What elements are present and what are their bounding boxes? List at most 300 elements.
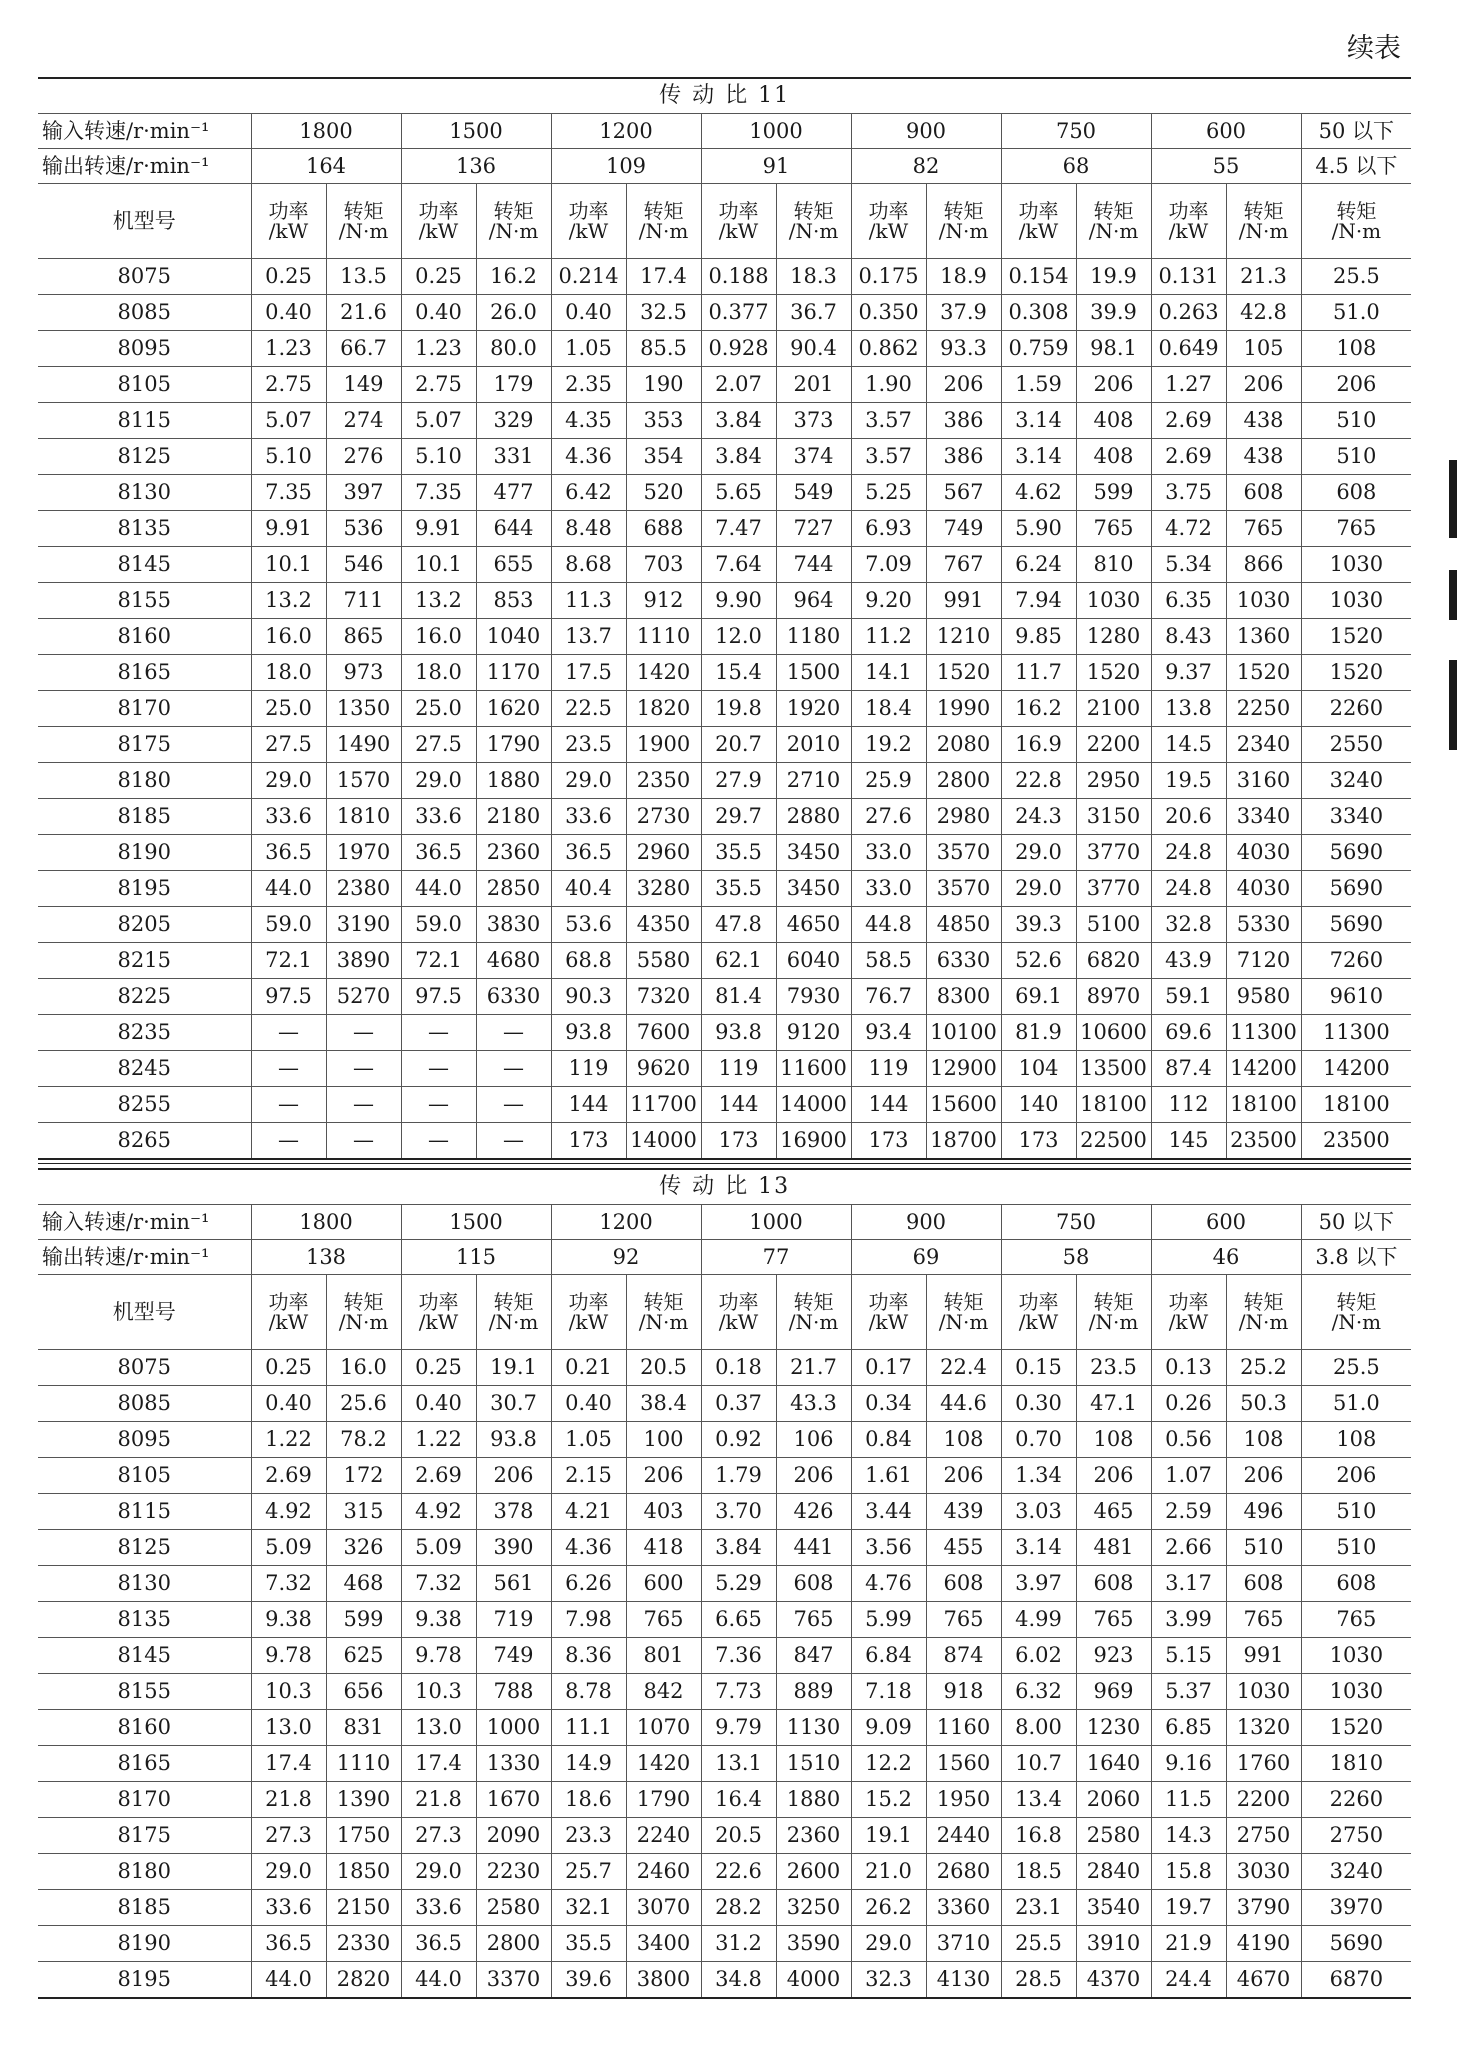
table-row (38, 295, 1411, 331)
value-cell: 21.9 (1151, 1926, 1226, 1962)
value-cell: 599 (1076, 475, 1151, 511)
value-cell: 81.4 (701, 979, 776, 1015)
value-cell: 0.17 (851, 1350, 926, 1386)
value-cell: 969 (1076, 1674, 1151, 1710)
input-speed-cell: 1000 (701, 1205, 851, 1240)
value-cell: 149 (326, 367, 401, 403)
value-cell: 27.5 (251, 727, 326, 763)
value-cell: 2330 (326, 1926, 401, 1962)
value-cell: 510 (1301, 403, 1411, 439)
value-cell: 9.91 (251, 511, 326, 547)
value-cell: 36.5 (251, 835, 326, 871)
value-cell: 1520 (1301, 655, 1411, 691)
torque-unit-header: 转矩 /N·m (926, 1275, 1001, 1350)
value-cell: 8.68 (551, 547, 626, 583)
value-cell: 2060 (1076, 1782, 1151, 1818)
value-cell: 1030 (1301, 547, 1411, 583)
value-cell: 1520 (1301, 619, 1411, 655)
value-cell: 711 (326, 583, 401, 619)
value-cell: 1490 (326, 727, 401, 763)
value-cell: 3800 (626, 1962, 701, 1999)
value-cell: 32.5 (626, 295, 701, 331)
value-cell: 21.0 (851, 1854, 926, 1890)
value-cell: 438 (1226, 439, 1301, 475)
value-cell: 1420 (626, 655, 701, 691)
ratio-13-table (38, 1168, 1411, 1999)
value-cell: 331 (476, 439, 551, 475)
input-speed-cell: 600 (1151, 1205, 1301, 1240)
value-cell: 4350 (626, 907, 701, 943)
value-cell: 408 (1076, 439, 1151, 475)
value-cell: 9.37 (1151, 655, 1226, 691)
value-cell: 2360 (776, 1818, 851, 1854)
power-unit-header: 功率 /kW (251, 1275, 326, 1350)
value-cell: 3.57 (851, 439, 926, 475)
value-cell: 32.3 (851, 1962, 926, 1999)
value-cell: 76.7 (851, 979, 926, 1015)
value-cell: 16900 (776, 1123, 851, 1160)
value-cell: 1880 (476, 763, 551, 799)
value-cell: 0.350 (851, 295, 926, 331)
model-cell: 8155 (38, 1674, 251, 1710)
input-speed-cell: 600 (1151, 114, 1301, 149)
value-cell: 8300 (926, 979, 1001, 1015)
value-cell: 23500 (1226, 1123, 1301, 1160)
value-cell: 145 (1151, 1123, 1226, 1160)
value-cell: 5580 (626, 943, 701, 979)
value-cell: 29.0 (401, 763, 476, 799)
value-cell: 29.0 (401, 1854, 476, 1890)
model-cell: 8190 (38, 1926, 251, 1962)
value-cell: 44.6 (926, 1386, 1001, 1422)
value-cell: 1070 (626, 1710, 701, 1746)
value-cell: 520 (626, 475, 701, 511)
output-speed-cell: 3.8 以下 (1301, 1240, 1411, 1275)
power-unit-header: 功率 /kW (1001, 184, 1076, 259)
model-label: 机型号 (38, 1275, 251, 1350)
output-speed-row (38, 149, 1411, 184)
value-cell: 2.75 (401, 367, 476, 403)
model-cell: 8180 (38, 763, 251, 799)
table-row (38, 1566, 1411, 1602)
value-cell: 69.1 (1001, 979, 1076, 1015)
value-cell: 0.131 (1151, 259, 1226, 295)
value-cell: 274 (326, 403, 401, 439)
power-unit-header: 功率 /kW (851, 184, 926, 259)
value-cell: 201 (776, 367, 851, 403)
value-cell: 5330 (1226, 907, 1301, 943)
value-cell: 2580 (476, 1890, 551, 1926)
table-row (38, 403, 1411, 439)
value-cell: 7930 (776, 979, 851, 1015)
value-cell: 1230 (1076, 1710, 1151, 1746)
value-cell: 744 (776, 547, 851, 583)
table-row (38, 547, 1411, 583)
value-cell: 0.84 (851, 1422, 926, 1458)
value-cell: 16.9 (1001, 727, 1076, 763)
value-cell: — (401, 1051, 476, 1087)
value-cell: — (251, 1015, 326, 1051)
value-cell: 2600 (776, 1854, 851, 1890)
value-cell: 4030 (1226, 835, 1301, 871)
value-cell: 9.78 (401, 1638, 476, 1674)
value-cell: 2460 (626, 1854, 701, 1890)
value-cell: 93.8 (551, 1015, 626, 1051)
value-cell: 33.6 (551, 799, 626, 835)
value-cell: 206 (926, 1458, 1001, 1494)
value-cell: 6820 (1076, 943, 1151, 979)
value-cell: 0.40 (551, 295, 626, 331)
value-cell: 1.23 (401, 331, 476, 367)
torque-unit-header: 转矩 /N·m (1301, 184, 1411, 259)
output-speed-cell: 69 (851, 1240, 1001, 1275)
model-cell: 8145 (38, 547, 251, 583)
power-unit-header: 功率 /kW (551, 1275, 626, 1350)
value-cell: 991 (1226, 1638, 1301, 1674)
value-cell: 6.35 (1151, 583, 1226, 619)
value-cell: 5.07 (401, 403, 476, 439)
value-cell: 33.0 (851, 835, 926, 871)
value-cell: 24.8 (1151, 871, 1226, 907)
value-cell: 93.3 (926, 331, 1001, 367)
table-row (38, 1782, 1411, 1818)
value-cell: 9.09 (851, 1710, 926, 1746)
value-cell: 912 (626, 583, 701, 619)
input-speed-cell: 1200 (551, 114, 701, 149)
value-cell: 10100 (926, 1015, 1001, 1051)
input-speed-cell: 900 (851, 1205, 1001, 1240)
value-cell: 8.43 (1151, 619, 1226, 655)
value-cell: 2730 (626, 799, 701, 835)
output-speed-label: 输出转速/r·min⁻¹ (38, 149, 251, 184)
value-cell: 6.42 (551, 475, 626, 511)
value-cell: — (326, 1123, 401, 1160)
value-cell: 3360 (926, 1890, 1001, 1926)
value-cell: 2950 (1076, 763, 1151, 799)
value-cell: 13.2 (401, 583, 476, 619)
table-row (38, 979, 1411, 1015)
value-cell: 831 (326, 1710, 401, 1746)
value-cell: 1110 (326, 1746, 401, 1782)
value-cell: 765 (926, 1602, 1001, 1638)
model-cell: 8215 (38, 943, 251, 979)
table-row (38, 1386, 1411, 1422)
value-cell: 481 (1076, 1530, 1151, 1566)
value-cell: 1040 (476, 619, 551, 655)
value-cell: 655 (476, 547, 551, 583)
value-cell: 100 (626, 1422, 701, 1458)
table-row (38, 1710, 1411, 1746)
value-cell: 4190 (1226, 1926, 1301, 1962)
input-speed-cell: 750 (1001, 114, 1151, 149)
value-cell: 608 (776, 1566, 851, 1602)
value-cell: 438 (1226, 403, 1301, 439)
value-cell: — (251, 1123, 326, 1160)
value-cell: 16.2 (1001, 691, 1076, 727)
value-cell: 30.7 (476, 1386, 551, 1422)
value-cell: 87.4 (1151, 1051, 1226, 1087)
value-cell: 688 (626, 511, 701, 547)
value-cell: 15.8 (1151, 1854, 1226, 1890)
value-cell: 1.23 (251, 331, 326, 367)
value-cell: 1990 (926, 691, 1001, 727)
model-cell: 8085 (38, 1386, 251, 1422)
value-cell: 5690 (1301, 835, 1411, 871)
value-cell: 11300 (1301, 1015, 1411, 1051)
value-cell: 24.3 (1001, 799, 1076, 835)
value-cell: 455 (926, 1530, 1001, 1566)
power-unit-header: 功率 /kW (1151, 1275, 1226, 1350)
value-cell: 1030 (1301, 1638, 1411, 1674)
model-cell: 8165 (38, 655, 251, 691)
model-cell: 8255 (38, 1087, 251, 1123)
value-cell: 0.18 (701, 1350, 776, 1386)
value-cell: 18100 (1301, 1087, 1411, 1123)
value-cell: 656 (326, 1674, 401, 1710)
value-cell: 22.5 (551, 691, 626, 727)
value-cell: 1950 (926, 1782, 1001, 1818)
value-cell: 5270 (326, 979, 401, 1015)
value-cell: 85.5 (626, 331, 701, 367)
value-cell: 18.4 (851, 691, 926, 727)
value-cell: 1210 (926, 619, 1001, 655)
value-cell: 19.1 (476, 1350, 551, 1386)
value-cell: 5.15 (1151, 1638, 1226, 1674)
table-row (38, 727, 1411, 763)
input-speed-cell: 1800 (251, 1205, 401, 1240)
value-cell: 11.2 (851, 619, 926, 655)
value-cell: 20.6 (1151, 799, 1226, 835)
value-cell: 1.05 (551, 1422, 626, 1458)
value-cell: 11600 (776, 1051, 851, 1087)
value-cell: 20.5 (701, 1818, 776, 1854)
value-cell: 19.8 (701, 691, 776, 727)
value-cell: 1330 (476, 1746, 551, 1782)
table-row (38, 1890, 1411, 1926)
value-cell: 14.1 (851, 655, 926, 691)
model-cell: 8175 (38, 1818, 251, 1854)
value-cell: 27.9 (701, 763, 776, 799)
value-cell: 0.25 (251, 1350, 326, 1386)
value-cell: 2100 (1076, 691, 1151, 727)
value-cell: 3.14 (1001, 439, 1076, 475)
value-cell: 112 (1151, 1087, 1226, 1123)
value-cell: 32.1 (551, 1890, 626, 1926)
value-cell: 206 (1076, 1458, 1151, 1494)
value-cell: 7.09 (851, 547, 926, 583)
value-cell: 2260 (1301, 1782, 1411, 1818)
value-cell: 0.40 (401, 1386, 476, 1422)
value-cell: 32.8 (1151, 907, 1226, 943)
value-cell: 25.5 (1301, 1350, 1411, 1386)
input-speed-cell: 1000 (701, 114, 851, 149)
value-cell: 1520 (1226, 655, 1301, 691)
value-cell: 9.38 (251, 1602, 326, 1638)
value-cell: 10.1 (251, 547, 326, 583)
value-cell: 2080 (926, 727, 1001, 763)
value-cell: 179 (476, 367, 551, 403)
model-cell: 8145 (38, 1638, 251, 1674)
value-cell: 33.6 (401, 799, 476, 835)
table-row (38, 511, 1411, 547)
ratio-title: 传 动 比 11 (38, 78, 1411, 114)
value-cell: 25.5 (1001, 1926, 1076, 1962)
value-cell: 2250 (1226, 691, 1301, 727)
value-cell: 6.93 (851, 511, 926, 547)
value-cell: 1350 (326, 691, 401, 727)
value-cell: 1.22 (401, 1422, 476, 1458)
value-cell: 4.21 (551, 1494, 626, 1530)
value-cell: 5.90 (1001, 511, 1076, 547)
value-cell: 11.7 (1001, 655, 1076, 691)
value-cell: 93.4 (851, 1015, 926, 1051)
output-speed-cell: 109 (551, 149, 701, 184)
value-cell: 6330 (926, 943, 1001, 979)
value-cell: 7.32 (401, 1566, 476, 1602)
value-cell: 104 (1001, 1051, 1076, 1087)
value-cell: 2.66 (1151, 1530, 1226, 1566)
value-cell: 9.91 (401, 511, 476, 547)
value-cell: — (401, 1087, 476, 1123)
value-cell: 35.5 (551, 1926, 626, 1962)
value-cell: 13.8 (1151, 691, 1226, 727)
value-cell: 2.07 (701, 367, 776, 403)
value-cell: 4.62 (1001, 475, 1076, 511)
value-cell: 765 (626, 1602, 701, 1638)
value-cell: 4130 (926, 1962, 1001, 1999)
value-cell: 9.85 (1001, 619, 1076, 655)
value-cell: 1280 (1076, 619, 1151, 655)
value-cell: 4370 (1076, 1962, 1151, 1999)
torque-unit-header: 转矩 /N·m (476, 184, 551, 259)
value-cell: 52.6 (1001, 943, 1076, 979)
value-cell: 38.4 (626, 1386, 701, 1422)
value-cell: 1670 (476, 1782, 551, 1818)
value-cell: 3.99 (1151, 1602, 1226, 1638)
value-cell: 1030 (1301, 1674, 1411, 1710)
value-cell: 4680 (476, 943, 551, 979)
value-cell: 1180 (776, 619, 851, 655)
model-cell: 8095 (38, 331, 251, 367)
value-cell: 397 (326, 475, 401, 511)
value-cell: 11300 (1226, 1015, 1301, 1051)
model-cell: 8185 (38, 1890, 251, 1926)
value-cell: 16.2 (476, 259, 551, 295)
value-cell: 14.5 (1151, 727, 1226, 763)
value-cell: 0.13 (1151, 1350, 1226, 1386)
value-cell: 11700 (626, 1087, 701, 1123)
value-cell: 1130 (776, 1710, 851, 1746)
value-cell: 140 (1001, 1087, 1076, 1123)
value-cell: 18.5 (1001, 1854, 1076, 1890)
value-cell: 0.40 (401, 295, 476, 331)
value-cell: 27.3 (401, 1818, 476, 1854)
value-cell: 144 (851, 1087, 926, 1123)
value-cell: 4.36 (551, 439, 626, 475)
value-cell: 206 (1301, 367, 1411, 403)
value-cell: 0.34 (851, 1386, 926, 1422)
value-cell: 18.0 (401, 655, 476, 691)
value-cell: 9.79 (701, 1710, 776, 1746)
value-cell: 98.1 (1076, 331, 1151, 367)
value-cell: 1.34 (1001, 1458, 1076, 1494)
value-cell: 2240 (626, 1818, 701, 1854)
value-cell: 0.759 (1001, 331, 1076, 367)
model-cell: 8130 (38, 475, 251, 511)
value-cell: 765 (1076, 511, 1151, 547)
value-cell: 2340 (1226, 727, 1301, 763)
value-cell: 749 (926, 511, 1001, 547)
model-cell: 8165 (38, 1746, 251, 1782)
value-cell: 727 (776, 511, 851, 547)
value-cell: 378 (476, 1494, 551, 1530)
model-cell: 8180 (38, 1854, 251, 1890)
value-cell: 1790 (626, 1782, 701, 1818)
torque-unit-header: 转矩 /N·m (476, 1275, 551, 1350)
value-cell: 2150 (326, 1890, 401, 1926)
value-cell: 3.03 (1001, 1494, 1076, 1530)
value-cell: 78.2 (326, 1422, 401, 1458)
value-cell: 21.6 (326, 295, 401, 331)
table-separator-line (38, 1163, 1411, 1164)
output-speed-cell: 136 (401, 149, 551, 184)
unit-header-row (38, 1275, 1411, 1350)
power-unit-header: 功率 /kW (851, 1275, 926, 1350)
value-cell: 39.3 (1001, 907, 1076, 943)
table-row (38, 1051, 1411, 1087)
value-cell: 765 (1226, 511, 1301, 547)
value-cell: 9620 (626, 1051, 701, 1087)
value-cell: 173 (851, 1123, 926, 1160)
value-cell: 21.3 (1226, 259, 1301, 295)
value-cell: 59.1 (1151, 979, 1226, 1015)
value-cell: 33.6 (401, 1890, 476, 1926)
value-cell: 14.9 (551, 1746, 626, 1782)
value-cell: 59.0 (251, 907, 326, 943)
value-cell: 105 (1226, 331, 1301, 367)
value-cell: 7260 (1301, 943, 1411, 979)
value-cell: 14200 (1226, 1051, 1301, 1087)
value-cell: 5.25 (851, 475, 926, 511)
value-cell: 5.29 (701, 1566, 776, 1602)
value-cell: 703 (626, 547, 701, 583)
value-cell: 4.36 (551, 1530, 626, 1566)
value-cell: 4850 (926, 907, 1001, 943)
value-cell: 97.5 (401, 979, 476, 1015)
value-cell: 39.6 (551, 1962, 626, 1999)
model-cell: 8130 (38, 1566, 251, 1602)
value-cell: 13.2 (251, 583, 326, 619)
value-cell: 16.4 (701, 1782, 776, 1818)
table-row (38, 1926, 1411, 1962)
value-cell: 42.8 (1226, 295, 1301, 331)
model-cell: 8170 (38, 691, 251, 727)
value-cell: 18.3 (776, 259, 851, 295)
value-cell: 10.1 (401, 547, 476, 583)
value-cell: 172 (326, 1458, 401, 1494)
value-cell: 43.9 (1151, 943, 1226, 979)
value-cell: 1810 (326, 799, 401, 835)
value-cell: 7.94 (1001, 583, 1076, 619)
value-cell: 25.9 (851, 763, 926, 799)
value-cell: 0.26 (1151, 1386, 1226, 1422)
value-cell: 21.8 (251, 1782, 326, 1818)
value-cell: 10.3 (401, 1674, 476, 1710)
input-speed-cell: 1500 (401, 1205, 551, 1240)
table-row (38, 799, 1411, 835)
value-cell: 80.0 (476, 331, 551, 367)
value-cell: 1760 (1226, 1746, 1301, 1782)
